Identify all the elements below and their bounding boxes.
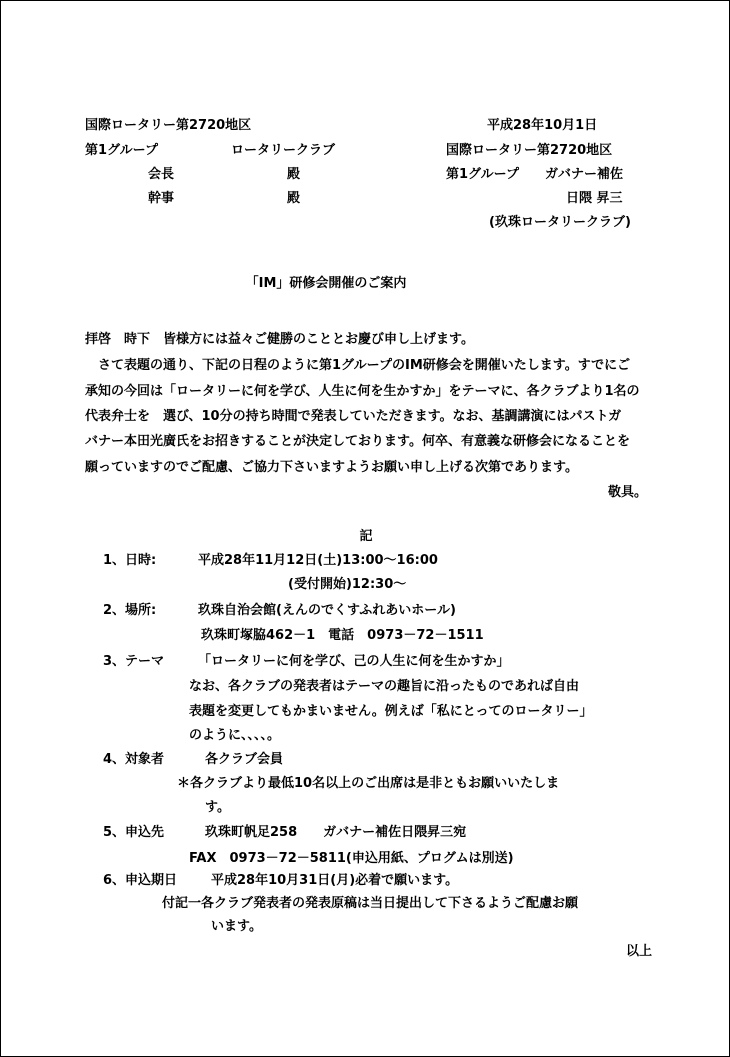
item-place-label: 2、場所: bbox=[103, 603, 157, 618]
item-place-value: 玖珠自治会館(えんのでくすふれあいホール) bbox=[198, 603, 456, 618]
item-target-label: 4、対象者 bbox=[103, 752, 165, 767]
sender-name: 日隈 昇三 bbox=[566, 191, 623, 206]
sender-role: ガバナー補佐 bbox=[545, 167, 624, 182]
item-apply-label: 5、申込先 bbox=[103, 825, 165, 840]
addressee-club: ロータリークラブ bbox=[231, 143, 336, 158]
sender-district: 国際ロータリー第2720地区 bbox=[446, 143, 613, 158]
item-apply-value: 玖珠町帆足258 ガバナー補佐日隈昇三宛 bbox=[205, 825, 467, 840]
ki-heading: 記 bbox=[359, 529, 373, 544]
item-apply-fax: FAX 0973－72－5811(申込用紙、プログムは別送) bbox=[189, 851, 514, 866]
item-target-note-2: す。 bbox=[205, 800, 230, 815]
body-line-5: バナー本田光廣氏をお招きすることが決定しております。何卒、有意義な研修会になることを bbox=[85, 434, 630, 449]
body-line-3: 承知の今回は「ロータリーに何を学び、人生に何を生かすか」をテーマに、各クラブより1名の bbox=[85, 384, 640, 399]
note-line-1: 付記一各クラブ発表者の発表原稿は当日提出して下さるようご配慮お願 bbox=[162, 896, 579, 911]
item-theme-note-2: 表題を変更してもかまいません。例えば「私にとってのロータリー」 bbox=[189, 704, 593, 719]
body-line-4: 代表弁士を 選び、10分の持ち時間で発表していただきます。なお、基調講演にはパストガ bbox=[85, 409, 622, 424]
addressee-president-honorific: 殿 bbox=[287, 167, 301, 182]
addressee-secretary-honorific: 殿 bbox=[287, 191, 301, 206]
item-datetime-value: 平成28年11月12日(土)13:00～16:00 bbox=[198, 553, 438, 568]
addressee-president-title: 会長 bbox=[148, 167, 175, 182]
sender-group: 第1グループ bbox=[446, 167, 520, 182]
body-line-6: 願っていますのでご配慮、ご協力下さいますようお願い申し上げる次第であります。 bbox=[85, 460, 578, 475]
item-theme-label: 3、テーマ bbox=[103, 654, 165, 669]
document-title: 「IM」研修会開催のご案内 bbox=[245, 276, 407, 291]
addressee-district: 国際ロータリー第2720地区 bbox=[85, 118, 252, 133]
item-datetime-reception: (受付開始)12:30～ bbox=[288, 577, 407, 592]
sender-club: (玖珠ロータリークラブ) bbox=[489, 215, 631, 230]
item-target-value: 各クラブ会員 bbox=[205, 752, 284, 767]
item-datetime-label: 1、日時: bbox=[103, 553, 157, 568]
closing-keigu: 敬具。 bbox=[607, 485, 647, 500]
item-target-note-1: ＊各クラブより最低10名以上のご出席は是非ともお願いいたしま bbox=[177, 776, 560, 791]
item-theme-value: 「ロータリーに何を学び、己の人生に何を生かすか」 bbox=[198, 654, 510, 669]
item-deadline-value: 平成28年10月31日(月)必着で願います。 bbox=[211, 873, 459, 888]
document-date: 平成28年10月1日 bbox=[487, 118, 598, 133]
item-place-address: 玖珠町塚脇462－1 電話 0973－72－1511 bbox=[201, 628, 484, 643]
addressee-secretary-title: 幹事 bbox=[148, 191, 175, 206]
body-line-1: 拝啓 時下 皆様方には益々ご健勝のこととお慶び申し上げます。 bbox=[85, 332, 474, 347]
item-theme-note-1: なお、各クラブの発表者はテーマの趣旨に沿ったものであれば自由 bbox=[189, 679, 580, 694]
item-deadline-label: 6、申込期日 bbox=[103, 873, 178, 888]
note-line-2: います。 bbox=[211, 919, 262, 934]
body-line-2: さて表題の通り、下記の日程のように第1グループのIM研修会を開催いたします。すでにご bbox=[85, 358, 631, 373]
ending-ijou: 以上 bbox=[625, 944, 652, 959]
item-theme-note-3: のように、、、、。 bbox=[189, 728, 281, 743]
addressee-group: 第1グループ bbox=[85, 143, 159, 158]
